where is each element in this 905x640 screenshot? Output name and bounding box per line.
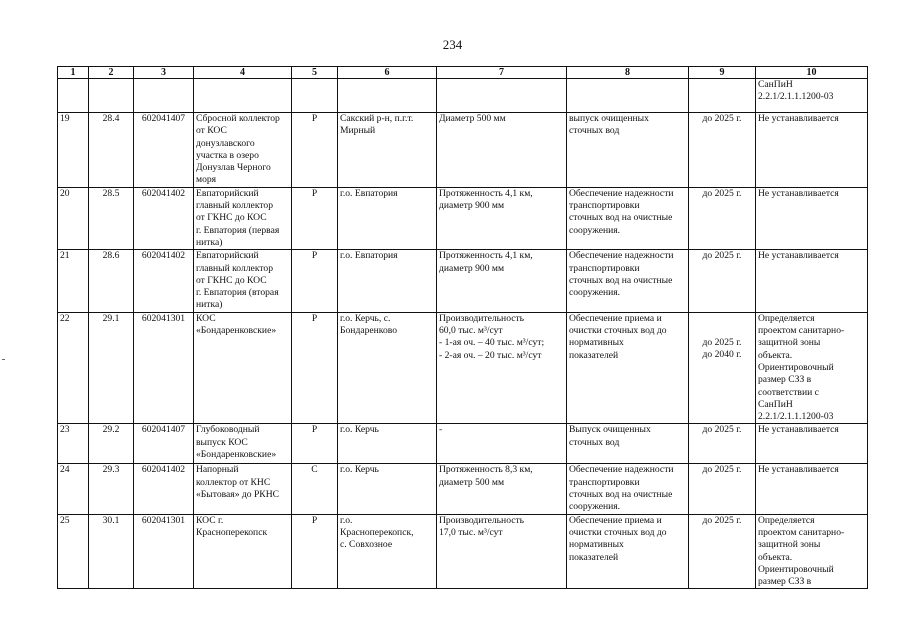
cell-line: Обеспечение надежности [569,464,674,476]
cell-line: КОС г. [196,514,224,526]
cell-line: от ГКНС до КОС [196,212,267,224]
cell-line: сточных вод на очистные [569,489,673,501]
cell-line: до 2025 г. [702,464,742,476]
cell-line: Ориентировочный [758,361,834,373]
cell-line: до 2025 г. [702,113,742,124]
object-name-cell [194,464,292,514]
cell-line: до 2025 г. [702,336,742,348]
cell-line: Производительность [439,312,525,324]
column-number-row [58,67,868,79]
cell-line: «Бондаренковские» [196,325,277,337]
purpose-cell [567,312,689,424]
cell-line: Не устанавливается [758,424,839,436]
cell-line: размер СЗЗ в [758,576,812,588]
cell-line: Не устанавливается [758,464,839,476]
table-row [58,312,868,424]
column-header-1: 1 [58,67,89,79]
cell-line: сточных вод [569,436,620,448]
cell-line: СанПиН [758,79,793,90]
cell-line: 2.2.1/2.1.1.1200-03 [758,411,834,423]
purpose-cell [567,113,689,188]
location-cell [338,464,437,514]
code-cell: 602041301 [134,514,194,589]
cell-line: Красноперекопск [196,526,268,538]
cell-line: до 2025 г. [702,187,742,199]
cell-line: нормативных [569,539,624,551]
status-cell: Р [292,514,338,589]
cell-line: СанПиН [758,398,793,410]
term-cell [689,113,756,188]
column-header-10: 10 [756,67,868,79]
cell-line: с. Совхозное [340,539,393,551]
cell-line: Производительность [439,514,525,526]
planning-table [57,66,868,589]
cell-line: Сбросной коллектор [196,113,280,124]
cell-line: Обеспечение надежности [569,187,674,199]
row-number-cell: 25 [58,514,89,589]
cell-line: 17,0 тыс. м³/сут [439,526,503,538]
cell-line: г.о. Керчь [340,464,379,476]
object-name-cell [194,113,292,188]
cell-line: 60,0 тыс. м³/сут [439,325,503,337]
parameters-cell [437,113,567,188]
cell-line: Обеспечение приема и [569,312,662,324]
purpose-cell [567,464,689,514]
cell-line [691,325,753,337]
cell-line: защитной зоны [758,337,821,349]
purpose-cell [567,514,689,589]
item-number-cell: 28.4 [89,113,134,188]
table-row [58,113,868,188]
cell-line: до 2025 г. [702,250,742,262]
cell-line: моря [196,174,217,186]
item-number-cell: 30.1 [89,514,134,589]
cell-line: диаметр 500 мм [439,476,505,488]
protection-zone-cell [756,424,868,464]
cell-line: от КОС [196,125,227,137]
item-number-cell: 28.6 [89,250,134,312]
location-cell [338,312,437,424]
cell-line: главный коллектор [196,262,274,274]
cell-line: Выпуск очищенных [569,424,651,436]
cell-line: - 1-ая оч. – 40 тыс. м³/сут; [439,337,545,349]
code-cell: 602041407 [134,424,194,464]
column-header-4: 4 [194,67,292,79]
row-number-cell: 19 [58,113,89,188]
cell-line: нормативных [569,337,624,349]
cell-line: Ориентировочный [758,563,834,575]
column-header-5: 5 [292,67,338,79]
continuation-zone-cell [756,79,868,113]
cell-line: г.о. [340,514,353,526]
cell-line: КОС [196,312,216,324]
protection-zone-cell [756,113,868,188]
column-header-8: 8 [567,67,689,79]
status-cell: Р [292,187,338,249]
cell-line: «Бытовая» до РКНС [196,489,280,501]
cell-line: Определяется [758,312,815,324]
cell-line: Красноперекопск, [340,526,414,538]
cell-line: проектом санитарно- [758,526,845,538]
object-name-cell [194,250,292,312]
table-row [58,464,868,514]
cell-line: диаметр 900 мм [439,262,505,274]
cell-line: Бондаренково [340,325,397,337]
parameters-cell [437,424,567,464]
status-cell: Р [292,424,338,464]
cell-line: объекта. [758,551,793,563]
cell-line: Мирный [340,125,376,137]
object-name-cell [194,312,292,424]
table-row [58,250,868,312]
cell-line: размер СЗЗ в [758,374,812,386]
code-cell: 602041301 [134,312,194,424]
status-cell: Р [292,250,338,312]
cell-line: транспортировки [569,262,640,274]
cell-line: Донузлав Черного [196,162,271,174]
cell-line: Евпаторийский [196,250,259,262]
cell-line: Евпаторийский [196,187,259,199]
cell-line: сточных вод на очистные [569,212,673,224]
column-header-3: 3 [134,67,194,79]
cell-line: до 2040 г. [702,349,742,361]
item-number-cell: 28.5 [89,187,134,249]
column-header-2: 2 [89,67,134,79]
row-number-cell: 21 [58,250,89,312]
cell-line: 2.2.1/2.1.1.1200-03 [758,91,834,103]
cell-line: показателей [569,349,619,361]
cell-line: объекта. [758,349,793,361]
cell-line: Протяженность 4,1 км, [439,187,533,199]
row-number-cell: 24 [58,464,89,514]
status-cell: Р [292,113,338,188]
cell-line: Протяженность 8,3 км, [439,464,533,476]
parameters-cell [437,514,567,589]
purpose-cell [567,187,689,249]
location-cell [338,250,437,312]
cell-line [691,313,753,325]
cell-line: участка в озеро [196,149,259,161]
row-number-cell: 22 [58,312,89,424]
code-cell: 602041402 [134,464,194,514]
item-number-cell: 29.3 [89,464,134,514]
cell-line: Не устанавливается [758,250,839,262]
cell-line: сточных вод [569,125,620,137]
cell-line: Определяется [758,514,815,526]
cell-line: соответствии с [758,386,819,398]
term-cell [689,424,756,464]
cell-line: транспортировки [569,476,640,488]
parameters-cell [437,187,567,249]
column-header-9: 9 [689,67,756,79]
object-name-cell [194,424,292,464]
cell-line: г.о. Евпатория [340,250,398,262]
location-cell [338,514,437,589]
item-number-cell: 29.1 [89,312,134,424]
cell-line: Обеспечение приема и [569,514,662,526]
cell-line: сооружения. [569,224,621,236]
protection-zone-cell [756,250,868,312]
cell-line: показателей [569,551,619,563]
location-cell [338,187,437,249]
cell-line: сточных вод на очистные [569,274,673,286]
cell-line: - [439,424,443,436]
cell-line: г. Евпатория (вторая [196,287,279,299]
cell-line: диаметр 900 мм [439,200,505,212]
cell-line: Глубоководный [196,424,260,436]
column-header-7: 7 [437,67,567,79]
term-cell [689,464,756,514]
cell-line: сооружения. [569,287,621,299]
page-number: 234 [442,37,463,52]
cell-line: проектом санитарно- [758,325,845,337]
cell-line: главный коллектор [196,200,274,212]
location-cell [338,424,437,464]
cell-line: выпуск очищенных [569,113,649,124]
table-row [58,187,868,249]
cell-line: коллектор от КНС [196,476,271,488]
cell-line: выпуск КОС [196,436,248,448]
protection-zone-cell [756,514,868,589]
item-number-cell: 29.2 [89,424,134,464]
parameters-cell [437,250,567,312]
status-cell: С [292,464,338,514]
cell-line: Не устанавливается [758,187,839,199]
cell-line: «Бондаренковские» [196,449,277,461]
cell-line: г.о. Керчь, с. [340,312,391,324]
code-cell: 602041402 [134,250,194,312]
parameters-cell [437,464,567,514]
term-cell [689,250,756,312]
protection-zone-cell [756,312,868,424]
cell-line: донузлавского [196,137,255,149]
cell-line: г. Евпатория (первая [196,224,280,236]
parameters-cell [437,312,567,424]
object-name-cell [194,187,292,249]
term-cell [689,514,756,589]
object-name-cell [194,514,292,589]
cell-line: - 2-ая оч. – 20 тыс. м³/сут [439,349,542,361]
continuation-row [58,79,868,113]
scan-mark [2,359,5,360]
cell-line: г.о. Керчь [340,424,379,436]
cell-line: Не устанавливается [758,113,839,124]
cell-line: нитка) [196,236,223,248]
code-cell: 602041407 [134,113,194,188]
cell-line: Протяженность 4,1 км, [439,250,533,262]
cell-line: Диаметр 500 мм [439,113,506,124]
cell-line: до 2025 г. [702,424,742,436]
protection-zone-cell [756,464,868,514]
cell-line: от ГКНС до КОС [196,274,267,286]
protection-zone-cell [756,187,868,249]
column-header-6: 6 [338,67,437,79]
row-number-cell: 23 [58,424,89,464]
cell-line: защитной зоны [758,539,821,551]
cell-line: сооружения. [569,501,621,513]
location-cell [338,113,437,188]
term-cell [689,187,756,249]
purpose-cell [567,250,689,312]
table-row [58,514,868,589]
cell-line: нитка) [196,299,223,311]
cell-line: Сакский р-н, п.г.т. [340,113,414,124]
cell-line: до 2025 г. [702,514,742,526]
cell-line: г.о. Евпатория [340,187,398,199]
cell-line: очистки сточных вод до [569,325,667,337]
status-cell: Р [292,312,338,424]
cell-line: Обеспечение надежности [569,250,674,262]
row-number-cell: 20 [58,187,89,249]
purpose-cell [567,424,689,464]
term-cell [689,312,756,424]
cell-line: Напорный [196,464,239,476]
table-row [58,424,868,464]
code-cell: 602041402 [134,187,194,249]
cell-line: очистки сточных вод до [569,526,667,538]
cell-line: транспортировки [569,200,640,212]
